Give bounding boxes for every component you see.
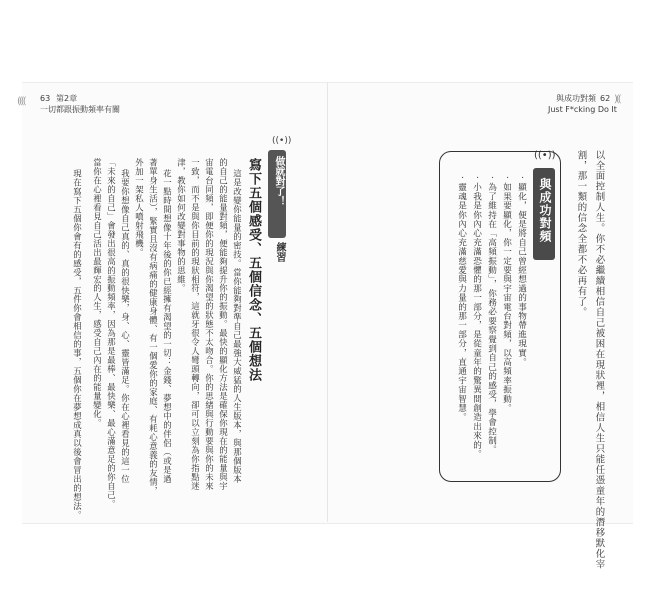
right-header-title: 與成功對頻 bbox=[556, 94, 596, 103]
intro-line: 割，那一類的信念全都不必再有了。 bbox=[575, 150, 587, 318]
body-paragraph: 當你在心裡看見自己活出最輝宏的人生，感受自己內在的能量變化。 bbox=[92, 158, 103, 428]
body-paragraph: 這是改變你能量的密技。當你能夠對準自己最強大威猛的人生版本，與那個版本 bbox=[232, 169, 243, 484]
section-badge-suffix: 練習 bbox=[274, 242, 285, 262]
intro-line: 以全面控制人生。你不必繼續相信自己被困在現狀裡，相信人生只能任憑童年的潛移默化宰 bbox=[593, 150, 605, 570]
section-badge-label: 做就對了！ bbox=[273, 156, 284, 206]
body-paragraph: 的自己的能量對頻，便能夠提升你的振動。最快的顯化方法是確保你現在的能量與宇 bbox=[218, 158, 229, 491]
summary-item: ‧ 如果要顯化，你一定要與宇宙電台對頻，以高頻率振動。 bbox=[501, 176, 512, 413]
body-paragraph: 著單身生活），緊實且沒有病痛的健康身體、有一個愛你的家庭、有耗心意義的友情， bbox=[148, 158, 159, 496]
radio-wave-icon: (((( bbox=[17, 96, 25, 107]
body-paragraph: 宙電台同頻，即便你的現況與你渴望的狀態不太吻合。你的思緒與行動要與你的未來 bbox=[204, 158, 215, 491]
section-badge bbox=[268, 136, 292, 238]
signal-icon: ((•)) bbox=[272, 136, 292, 146]
body-paragraph: 外加一架私人噴射飛機。 bbox=[134, 158, 145, 257]
signal-icon: ((•)) bbox=[534, 150, 556, 161]
summary-box-title-tab bbox=[533, 168, 555, 260]
body-paragraph: 花一點時間想像十年後的你已經擁有渴望的一切：金錢、夢想中的伴侶（或是過 bbox=[162, 169, 173, 484]
book-subtitle: Just F*cking Do It bbox=[548, 105, 617, 114]
summary-item: ‧ 小我是你內心充滿恐懼的那一部分，是從童年的驚異間創造出來的。 bbox=[471, 176, 482, 459]
right-page-number: 62 bbox=[600, 94, 611, 103]
radio-tower-icon: )(( bbox=[614, 94, 620, 105]
left-page-number: 63 bbox=[40, 94, 51, 103]
body-paragraph: 「未來的自己」會發出很高的振動頻率，因為那是最棒、最快樂、最心滿意足的你自己。 bbox=[106, 158, 117, 509]
body-paragraph: 一致，而不是與你目前的現狀相符，這就牙很令人彎頭轉向，卻可以立刻為你指點迷 bbox=[190, 158, 201, 491]
summary-item: ‧ 顯化，便是將自己曾經想過的事物帶進現實。 bbox=[516, 176, 527, 367]
chapter-label: 第2章 bbox=[56, 94, 78, 103]
summary-item: ‧ 為了維持在「高頻振動」，你務必要察覺到自己的感受，學會控制。 bbox=[486, 176, 497, 455]
summary-item: ‧ 靈魂是你內心充滿慈愛與力量的那一部分，直通宇宙智慧。 bbox=[456, 176, 467, 422]
body-paragraph: 津，教你如何改變對事物的思維。 bbox=[176, 158, 187, 293]
chapter-title: 一切都跟振動頻率有關 bbox=[40, 105, 120, 114]
body-paragraph: 我要你想像自己真的、真的很快樂，身、心、靈皆滿足。你在心裡看見的這一位 bbox=[120, 169, 131, 484]
body-paragraph: 現在寫下五個你會有的感受，五件你會相信的事，五個你在夢想成真以後會冒出的想法。 bbox=[72, 169, 83, 520]
book-gutter bbox=[327, 82, 328, 522]
section-heading: 寫下五個感受、五個信念、五個想法 bbox=[246, 158, 261, 382]
summary-box-title: 與成功對頻 bbox=[538, 178, 552, 243]
